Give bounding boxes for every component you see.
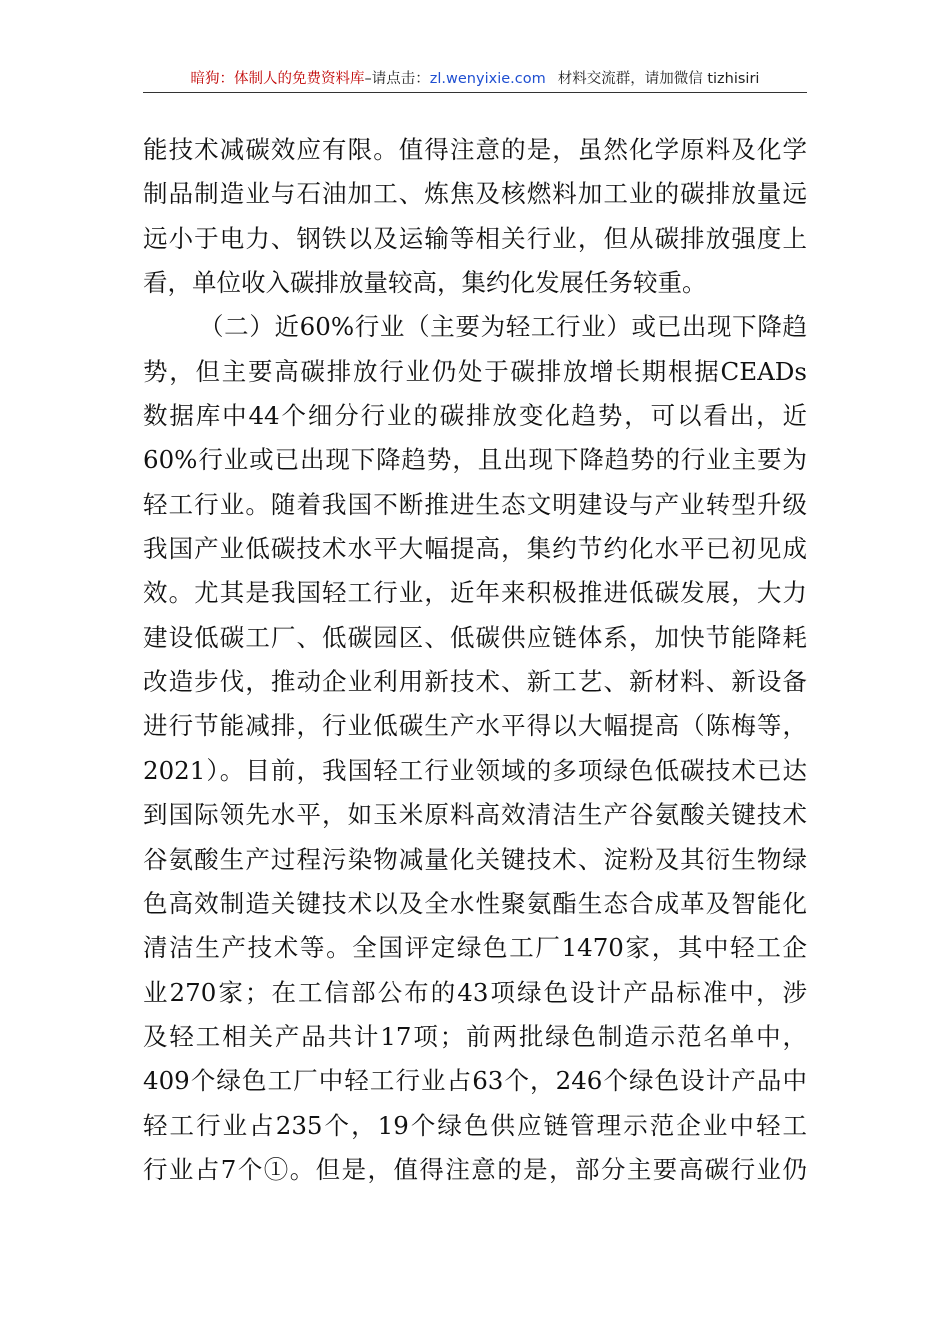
header-url-link[interactable]: zl.wenyixie.com	[429, 71, 546, 87]
body-line: 进行节能减排，行业低碳生产水平得以大幅提高（陈梅等，	[143, 711, 807, 741]
body-line: 色高效制造关键技术以及全水性聚氨酯生态合成革及智能化	[143, 888, 807, 918]
body-line: 清洁生产技术等。全国评定绿色工厂1470家，其中轻工企	[143, 933, 807, 963]
body-line: 409个绿色工厂中轻工行业占63个，246个绿色设计产品中	[143, 1066, 807, 1096]
body-line: 60%行业或已出现下降趋势，且出现下降趋势的行业主要为	[143, 445, 807, 475]
document-body	[143, 128, 807, 1192]
header-group-note: 材料交流群，请加微信 tizhisiri	[557, 71, 760, 87]
body-line: 及轻工相关产品共计17项；前两批绿色制造示范名单中，	[143, 1021, 807, 1051]
body-line: 行业占7个①。但是，值得注意的是，部分主要高碳行业仍	[143, 1154, 807, 1184]
body-line: 我国产业低碳技术水平大幅提高，集约节约化水平已初见成	[143, 534, 807, 564]
body-line: 业270家；在工信部公布的43项绿色设计产品标准中，涉	[143, 977, 807, 1007]
body-line: 轻工行业。随着我国不断推进生态文明建设与产业转型升级	[143, 489, 807, 519]
header-prompt: –请点击：	[364, 71, 430, 87]
body-line: 看，单位收入碳排放量较高，集约化发展任务较重。	[143, 268, 707, 298]
body-line: 建设低碳工厂、低碳园区、低碳供应链体系，加快节能降耗	[143, 622, 807, 652]
header-brand: 暗狗：体制人的免费资料库	[190, 71, 365, 87]
section-heading-line: （二）近60%行业（主要为轻工行业）或已出现下降趋	[199, 312, 807, 342]
body-line: 效。尤其是我国轻工行业，近年来积极推进低碳发展，大力	[143, 578, 807, 608]
body-line: 势，但主要高碳排放行业仍处于碳排放增长期根据CEADs	[143, 356, 807, 386]
body-line: 制品制造业与石油加工、炼焦及核燃料加工业的碳排放量远	[143, 179, 807, 209]
body-line: 能技术减碳效应有限。值得注意的是，虽然化学原料及化学	[143, 135, 807, 164]
page-header	[143, 66, 807, 93]
body-line: 改造步伐，推动企业利用新技术、新工艺、新材料、新设备	[143, 667, 807, 697]
body-line: 2021）。目前，我国轻工行业领域的多项绿色低碳技术已达	[143, 755, 807, 785]
body-line: 远小于电力、钢铁以及运输等相关行业，但从碳排放强度上	[143, 223, 807, 253]
body-line: 轻工行业占235个，19个绿色供应链管理示范企业中轻工	[143, 1110, 807, 1140]
body-line: 到国际领先水平，如玉米原料高效清洁生产谷氨酸关键技术	[143, 800, 807, 830]
body-line: 谷氨酸生产过程污染物减量化关键技术、淀粉及其衍生物绿	[143, 844, 807, 874]
body-line: 数据库中44个细分行业的碳排放变化趋势，可以看出，近	[143, 401, 807, 431]
